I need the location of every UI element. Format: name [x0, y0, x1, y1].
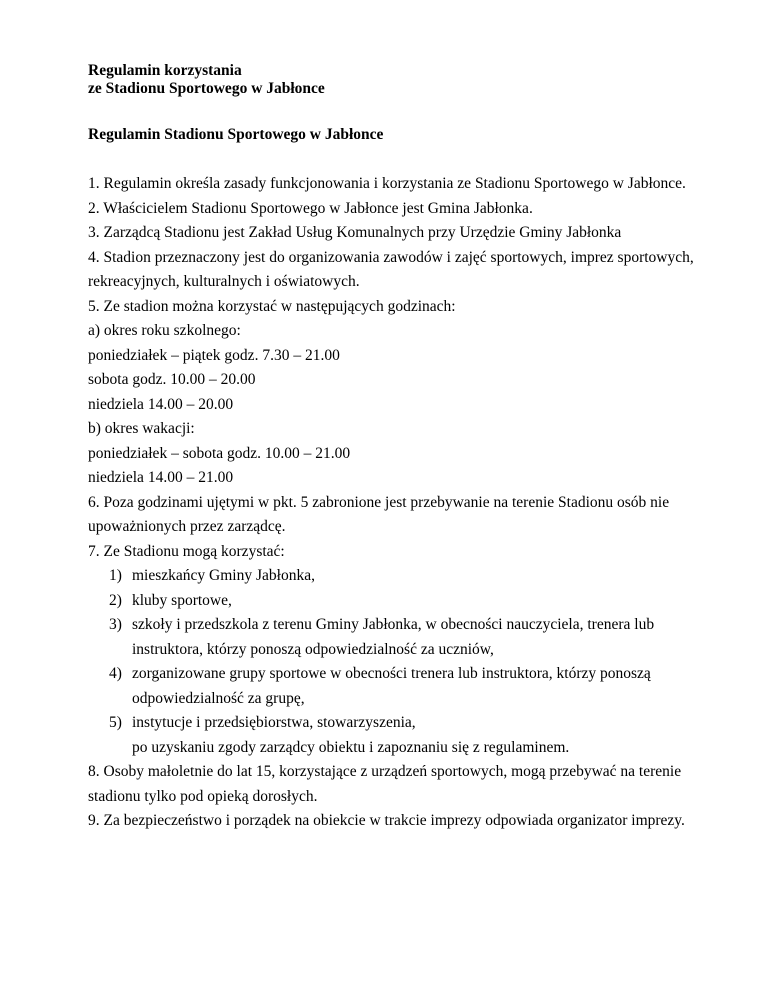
document-subtitle: Regulamin Stadionu Sportowego w Jabłonce [88, 126, 384, 143]
list-item-number: 3) [109, 616, 122, 633]
list-item [88, 711, 708, 736]
school-sunday-hours: niedziela 14.00 – 20.00 [88, 395, 234, 413]
paragraph-5: 5. Ze stadion można korzystać w następujących godzinach: [88, 297, 456, 315]
paragraph-1: 1. Regulamin określa zasady funkcjonowania i korzystania ze Stadionu Sportowego w Jabłonce. [88, 175, 686, 192]
users-list [88, 564, 708, 736]
holidays-sunday-hours: niedziela 14.00 – 21.00 [88, 469, 234, 486]
list-item-text: szkoły i przedszkola z terenu Gminy Jabłonka, w obecności nauczyciela, trenera lub instruktora, którzy ponoszą odpowiedzialność za uczniów, [132, 616, 655, 658]
paragraph-4: 4. Stadion przeznaczony jest do organizowania zawodów i zajęć sportowych, imprez sportowych, rekreacyjnych, kulturalnych i oświatowych. [88, 248, 694, 290]
list-item-text: kluby sportowe, [132, 591, 232, 609]
list-item-text: mieszkańcy Gminy Jabłonka, [132, 567, 315, 584]
users-note: po uzyskaniu zgody zarządcy obiektu i zapoznaniu się z regulaminem. [132, 738, 570, 756]
title-line-1: Regulamin korzystania [88, 62, 242, 79]
holidays-label: b) okres wakacji: [88, 420, 195, 437]
paragraph-8: 8. Osoby małoletnie do lat 15, korzystające z urządzeń sportowych, mogą przebywać na terenie stadionu tylko pod opieką dorosłych. [88, 763, 682, 805]
list-item-number: 1) [109, 567, 122, 584]
document-body [88, 172, 708, 834]
list-item [88, 564, 708, 589]
title-line-2: ze Stadionu Sportowego w Jabłonce [88, 80, 325, 97]
paragraph-7: 7. Ze Stadionu mogą korzystać: [88, 542, 285, 560]
list-item [88, 662, 708, 711]
document-page [88, 62, 708, 834]
school-year-label: a) okres roku szkolnego: [88, 322, 241, 339]
list-item [88, 589, 708, 614]
list-item-number: 5) [109, 714, 122, 731]
list-item-text: instytucje i przedsiębiorstwa, stowarzyszenia, [132, 714, 416, 731]
list-item-text: zorganizowane grupy sportowe w obecności trenera lub instruktora, którzy ponoszą odpowiedzialność za grupę, [132, 665, 651, 707]
school-weekdays-hours: poniedziałek – piątek godz. 7.30 – 21.00 [88, 346, 340, 364]
paragraph-3: 3. Zarządcą Stadionu jest Zakład Usług Komunalnych przy Urzędzie Gminy Jabłonka [88, 224, 622, 241]
paragraph-9: 9. Za bezpieczeństwo i porządek na obiekcie w trakcie imprezy odpowiada organizator imprezy. [88, 812, 685, 829]
paragraph-2: 2. Właścicielem Stadionu Sportowego w Jabłonce jest Gmina Jabłonka. [88, 199, 533, 217]
document-title [88, 62, 708, 98]
paragraph-6: 6. Poza godzinami ujętymi w pkt. 5 zabronione jest przebywanie na terenie Stadionu osób nie upoważnionych przez zarządcę. [88, 493, 670, 535]
list-item-number: 2) [109, 591, 122, 609]
school-saturday-hours: sobota godz. 10.00 – 20.00 [88, 371, 256, 388]
list-item [88, 613, 708, 662]
holidays-weekdays-hours: poniedziałek – sobota godz. 10.00 – 21.00 [88, 444, 351, 462]
list-item-number: 4) [109, 665, 122, 682]
